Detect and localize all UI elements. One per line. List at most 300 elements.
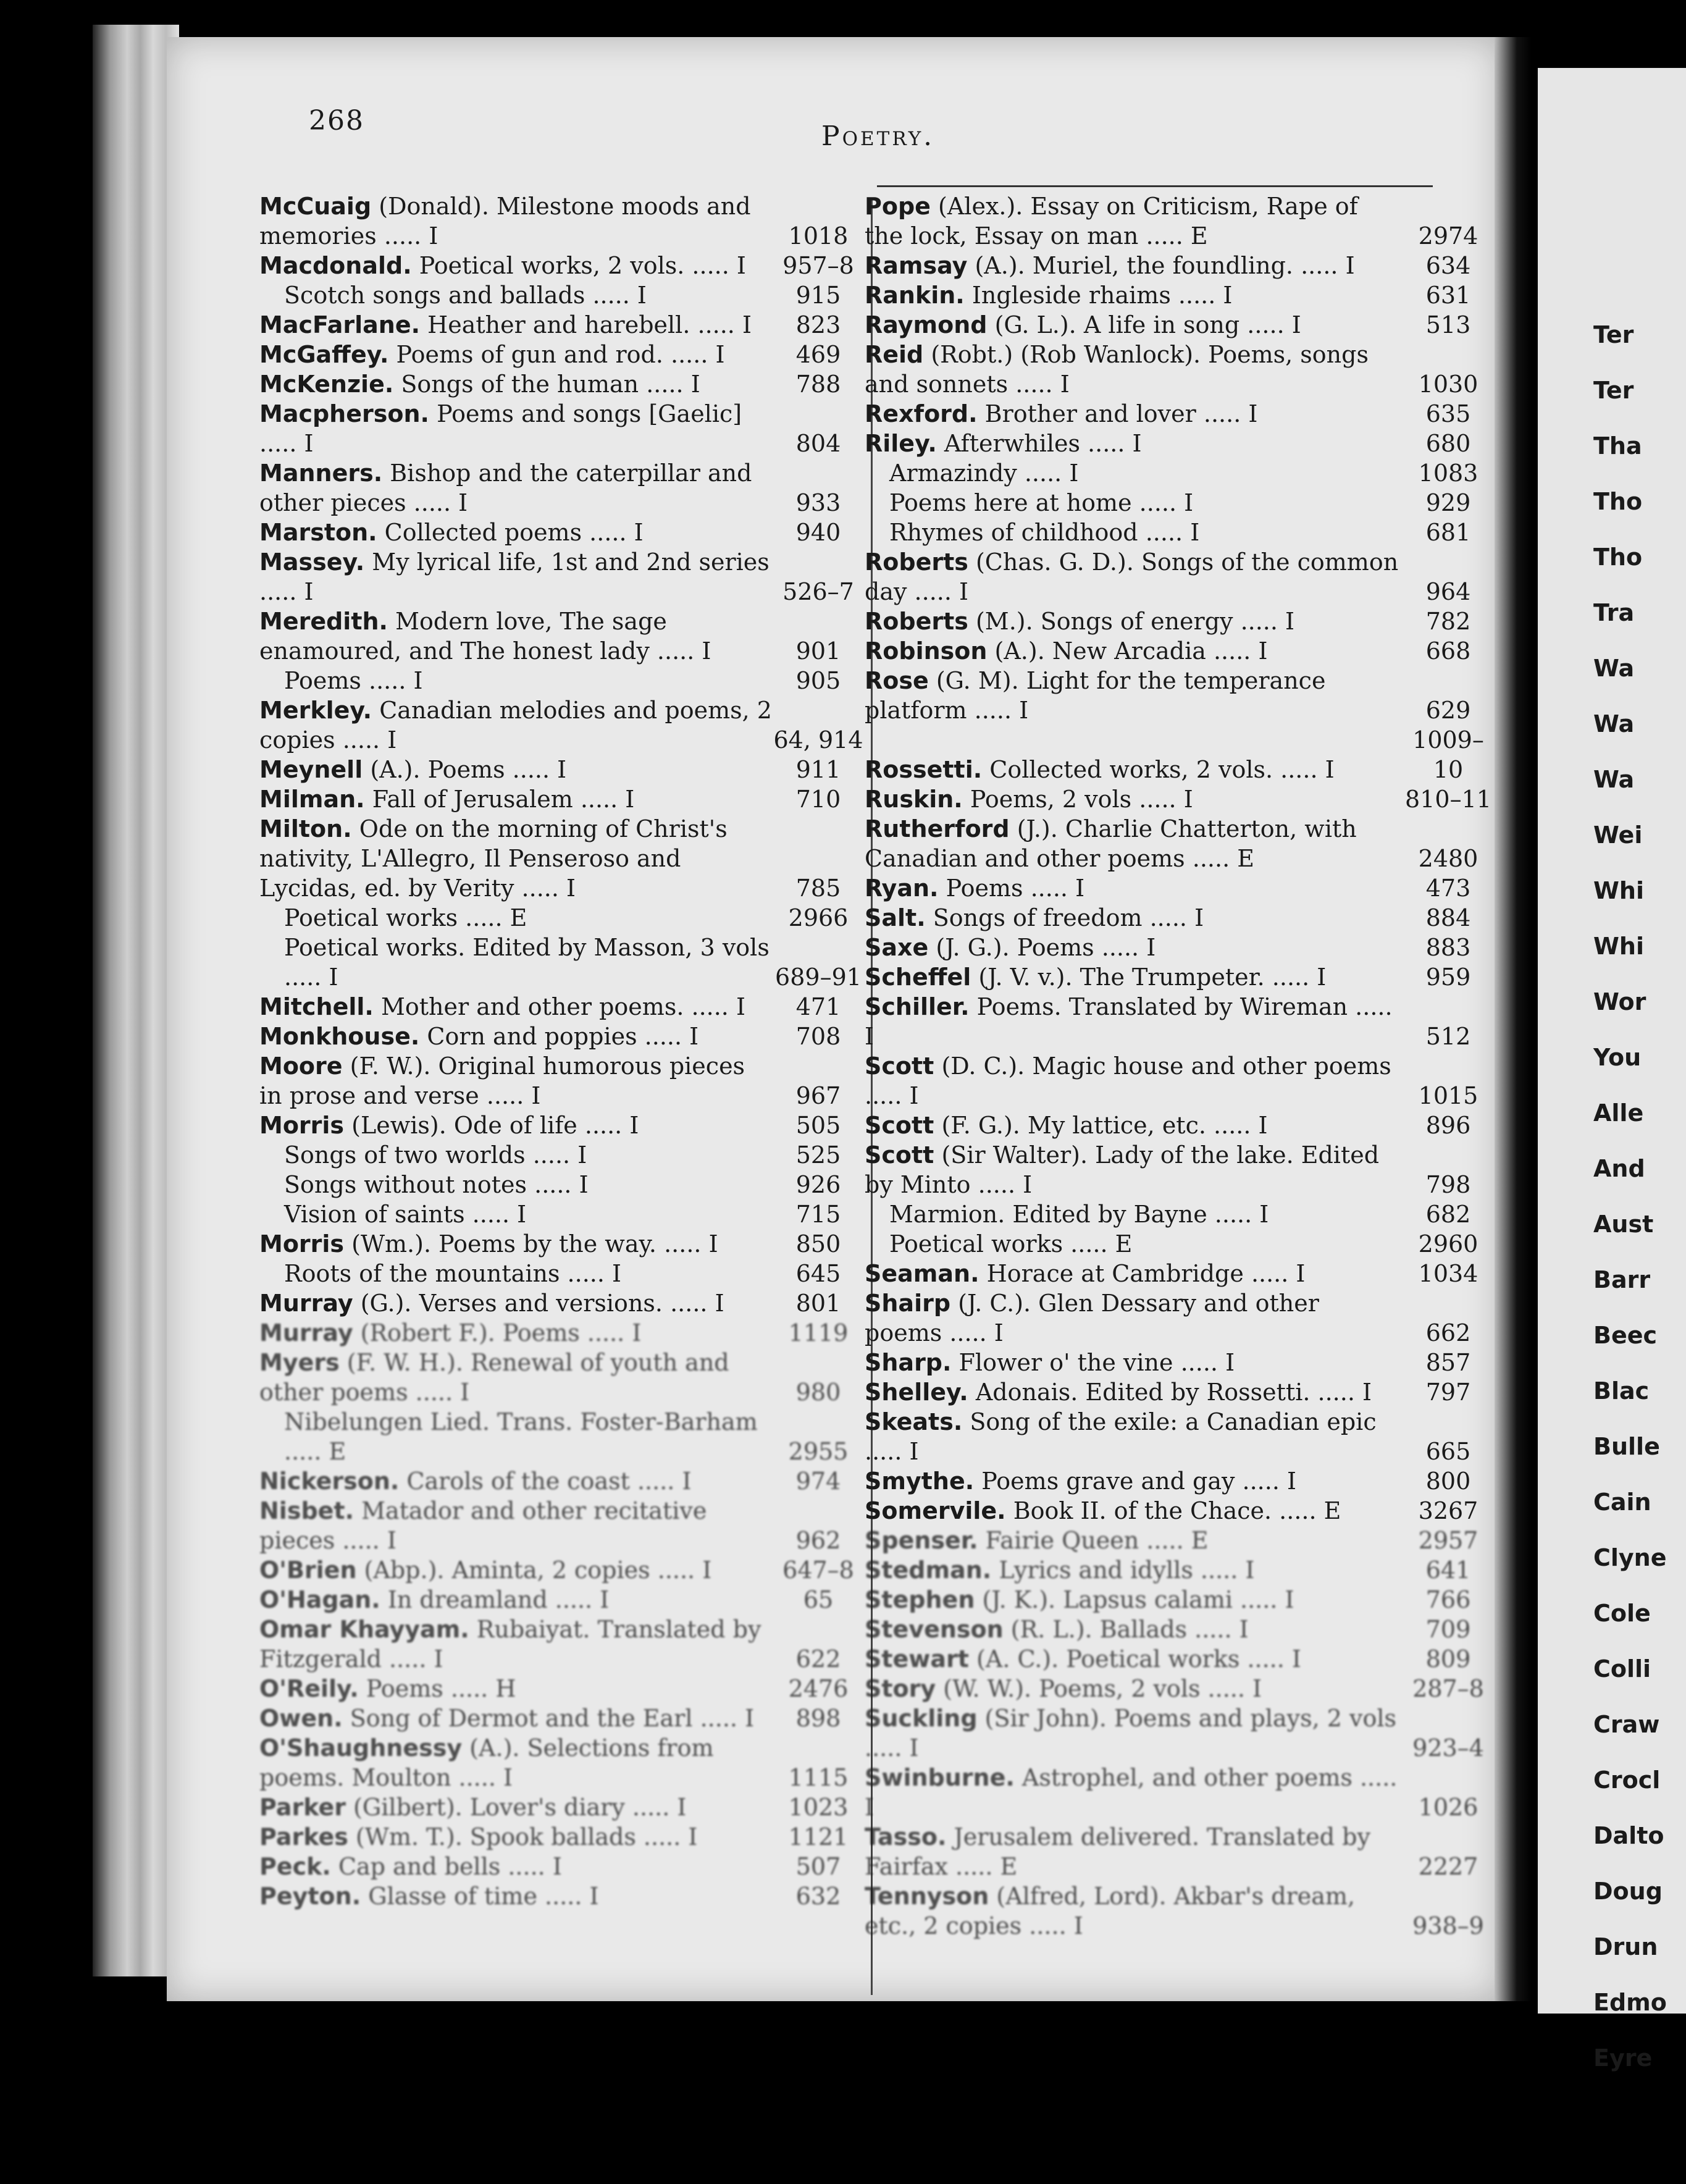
entry-class: I [677, 1794, 687, 1821]
entry-text: Songs of two worlds ..... I [284, 1141, 587, 1169]
entry-number: 2974 [1418, 222, 1478, 250]
entry-author: Shelley. [865, 1379, 968, 1406]
entry-number: 2955 [788, 1438, 849, 1465]
entry-class: I [745, 1705, 755, 1732]
entry-text: Spenser. Fairie Queen ..... E [865, 1527, 1209, 1554]
entry-text: Roberts (M.). Songs of energy ..... I [865, 608, 1295, 635]
catalog-entry [259, 1199, 865, 1229]
entry-class: I [1285, 608, 1295, 635]
entry-number: 766 [1425, 1586, 1471, 1613]
entry-number: 681 [1425, 519, 1471, 546]
entry-class: I [689, 1023, 699, 1050]
entry-title: (Sir Walter). Lady of the lake. Edited by Minto [865, 1141, 1380, 1198]
catalog-entry [259, 992, 865, 1022]
entry-text: Scott (F. G.). My lattice, etc. ..... I [865, 1112, 1268, 1139]
entry-class: I [1019, 697, 1029, 724]
catalog-entry [865, 903, 1495, 933]
catalog-entry [865, 814, 1495, 873]
entry-class: I [1190, 519, 1200, 546]
entry-text: Roots of the mountains ..... I [284, 1260, 622, 1287]
catalog-entry [259, 1615, 865, 1674]
entry-class: I [1223, 282, 1233, 309]
catalog-entry [865, 547, 1495, 607]
entry-author: Spenser. [865, 1527, 978, 1554]
entry-title: My lyrical life, 1st and 2nd series [372, 548, 770, 576]
entry-text: O'Reily. Poems ..... H [259, 1675, 516, 1702]
entry-text: Ramsay (A.). Muriel, the foundling. ..... I [865, 252, 1355, 279]
entry-author: Ramsay [865, 252, 968, 279]
entry-number: 884 [1425, 904, 1471, 931]
entry-class: I [1287, 1468, 1297, 1495]
entry-text: Shelley. Adonais. Edited by Rossetti. ..... I [865, 1379, 1372, 1406]
catalog-entry [865, 340, 1495, 399]
entry-number: 680 [1425, 430, 1471, 457]
entry-text: Moore (F. W.). Original humorous pieces in prose and verse ..... I [259, 1052, 745, 1109]
entry-title: Lyrics and idylls [999, 1556, 1193, 1584]
entry-text: O'Brien (Abp.). Aminta, 2 copies ..... I [259, 1556, 712, 1584]
entry-text: Tasso. Jerusalem delivered. Translated by Fairfax ..... E [865, 1823, 1370, 1880]
entry-class: E [1323, 1497, 1341, 1524]
entry-number: 2227 [1418, 1853, 1478, 1880]
entry-number: 1030 [1418, 371, 1478, 398]
entry-author: Marston. [259, 519, 377, 546]
entry-title: Modern love, The sage enamoured, and The honest lady [259, 608, 667, 665]
catalog-entry [259, 1822, 865, 1852]
entry-class: I [1245, 1556, 1255, 1584]
catalog-entry [865, 873, 1495, 903]
facing-page-word: Crocl [1593, 1766, 1661, 1794]
entry-author: Seaman. [865, 1260, 979, 1287]
catalog-entry [865, 488, 1495, 518]
entry-number: 938–9 [1412, 1912, 1484, 1939]
entry-class: I [1258, 1112, 1268, 1139]
catalog-entry [865, 962, 1495, 992]
entry-class: I [1183, 786, 1193, 813]
catalog-entry [259, 280, 865, 310]
entry-text: Stephen (J. K.). Lapsus calami ..... I [865, 1586, 1294, 1613]
entry-author: Saxe [865, 934, 929, 961]
catalog-entry [259, 695, 865, 755]
entry-text: MacFarlane. Heather and harebell. ..... I [259, 311, 752, 338]
entry-class: I [637, 282, 647, 309]
catalog-entry [865, 1229, 1495, 1259]
entry-number: 2480 [1418, 845, 1478, 872]
entry-text: Morris (Wm.). Poems by the way. ..... I [259, 1230, 718, 1258]
entry-author: Milton. [259, 815, 352, 842]
entry-title: (A. C.). Poetical works [976, 1645, 1240, 1673]
entry-author: Moore [259, 1052, 343, 1080]
entry-title: In dreamland [387, 1586, 548, 1613]
entry-author: Massey. [259, 548, 365, 576]
entry-author: Rexford. [865, 400, 978, 427]
entry-class: E [1190, 222, 1208, 250]
entry-text: Armazindy ..... I [889, 460, 1079, 487]
entry-number: 1015 [1418, 1082, 1478, 1109]
entry-title: Poems [946, 875, 1023, 902]
entry-number: 708 [795, 1023, 841, 1050]
entry-number: 905 [795, 667, 841, 694]
entry-title: Poems grave and gay [981, 1468, 1235, 1495]
facing-page-word: Whi [1593, 877, 1644, 904]
entry-title: (R. L.). Ballads [1010, 1616, 1188, 1643]
entry-class: E [1237, 845, 1254, 872]
entry-class: I [1184, 489, 1194, 516]
entry-title: Vision of saints [284, 1201, 465, 1228]
entry-title: Rubaiyat. Translated by Fitzgerald [259, 1616, 761, 1673]
entry-class: I [994, 1319, 1004, 1346]
entry-title: Collected poems [384, 519, 582, 546]
catalog-entry [865, 1140, 1495, 1199]
entry-title: (Alfred, Lord). Akbar's dream, etc., 2 copies [865, 1883, 1356, 1939]
entry-class: I [387, 1527, 396, 1554]
entry-title: Poems [366, 1675, 443, 1702]
entry-class: H [495, 1675, 516, 1702]
entry-title: (Abp.). Aminta, 2 copies [364, 1556, 650, 1584]
entry-text: Rose (G. M). Light for the temperance platform ..... I [865, 667, 1326, 724]
facing-page-word: Tho [1593, 488, 1643, 515]
entry-class: I [1073, 1912, 1083, 1939]
entry-text: Murray (Robert F.). Poems ..... I [259, 1319, 642, 1346]
entry-text: Rhymes of childhood ..... I [889, 519, 1200, 546]
entry-class: I [458, 489, 468, 516]
entry-author: Story [865, 1675, 936, 1702]
entry-author: Stewart [865, 1645, 969, 1673]
entry-number: 3267 [1418, 1497, 1478, 1524]
entry-text: Songs without notes ..... I [284, 1171, 589, 1198]
entry-number: 668 [1425, 637, 1471, 665]
entry-author: Nisbet. [259, 1497, 354, 1524]
entry-class: I [1291, 1645, 1301, 1673]
entry-class: I [625, 786, 635, 813]
entry-author: Peck. [259, 1853, 331, 1880]
entry-text: Macpherson. Poems and songs [Gaelic] ..... I [259, 400, 742, 457]
entry-class: I [1069, 460, 1079, 487]
entry-title: (G. M). Light for the temperance platform [865, 667, 1326, 724]
entry-class: I [702, 637, 711, 665]
catalog-entry [865, 1822, 1495, 1881]
entry-author: Merkley. [259, 697, 372, 724]
entry-number: 964 [1425, 578, 1471, 605]
running-head: Poetry. [821, 120, 935, 152]
entry-title: Poems, 2 vols [970, 786, 1132, 813]
facing-page-word: Edmo [1593, 1989, 1667, 2016]
entry-class: I [708, 1230, 718, 1258]
entry-author: Robinson [865, 637, 988, 665]
entry-title: (Wm.). Poems by the way. [351, 1230, 656, 1258]
facing-page-word: Ter [1593, 377, 1634, 404]
entry-number: 957–8 [782, 252, 854, 279]
entry-number: 896 [1425, 1112, 1471, 1139]
entry-text: Seaman. Horace at Cambridge ..... I [865, 1260, 1306, 1287]
entry-class: I [1258, 637, 1268, 665]
entry-text: Morris (Lewis). Ode of life ..... I [259, 1112, 639, 1139]
catalog-entry [865, 1615, 1495, 1644]
entry-text: Monkhouse. Corn and poppies ..... I [259, 1023, 699, 1050]
entry-number: 635 [1425, 400, 1471, 427]
catalog-entry [259, 1674, 865, 1703]
catalog-entry [865, 1259, 1495, 1288]
catalog-entry [865, 1674, 1495, 1703]
entry-author: Ruskin. [865, 786, 963, 813]
entry-number: 1023 [788, 1794, 849, 1821]
entry-text: Meynell (A.). Poems ..... I [259, 756, 567, 783]
catalog-entry [865, 1585, 1495, 1615]
entry-text: Vision of saints ..... I [284, 1201, 527, 1228]
entry-text: Shairp (J. C.). Glen Dessary and other poems ..... I [865, 1290, 1319, 1346]
entry-number: 788 [795, 371, 841, 398]
entry-author: Parkes [259, 1823, 348, 1850]
entry-text: Parker (Gilbert). Lover's diary ..... I [259, 1794, 687, 1821]
entry-author: Sharp. [865, 1349, 952, 1376]
entry-title: (A.). Muriel, the foundling. [975, 252, 1294, 279]
catalog-entry [259, 784, 865, 814]
entry-title: Poetical works [284, 904, 458, 931]
entry-number: 631 [1425, 282, 1471, 309]
entry-text: McKenzie. Songs of the human ..... I [259, 371, 700, 398]
entry-title: (Robert F.). Poems [360, 1319, 580, 1346]
entry-class: I [429, 222, 438, 250]
entry-author: Tennyson [865, 1883, 989, 1910]
entry-text: Scheffel (J. V. v.). The Trumpeter. ..... I [865, 964, 1327, 991]
entry-text: Peck. Cap and bells ..... I [259, 1853, 562, 1880]
catalog-entry [259, 933, 865, 992]
catalog-entry [259, 310, 865, 340]
catalog-entry [865, 518, 1495, 547]
entry-number: 801 [795, 1290, 841, 1317]
entry-title: (W. W.). Poems, 2 vols [943, 1675, 1201, 1702]
facing-page-word: Barr [1593, 1266, 1651, 1293]
entry-class: I [1362, 1379, 1372, 1406]
entry-number: 469 [795, 341, 841, 368]
entry-author: Riley. [865, 430, 937, 457]
entry-class: I [579, 1171, 589, 1198]
entry-number: 505 [795, 1112, 841, 1139]
entry-author: Myers [259, 1349, 340, 1376]
entry-title: (Robt.) (Rob Wanlock). Poems, songs and sonnets [865, 341, 1369, 398]
catalog-entry [865, 1348, 1495, 1377]
facing-page-word: Wa [1593, 710, 1635, 737]
entry-author: Roberts [865, 548, 968, 576]
entry-title: Songs without notes [284, 1171, 527, 1198]
entry-text: Parkes (Wm. T.). Spook ballads ..... I [259, 1823, 698, 1850]
catalog-entry [259, 1022, 865, 1051]
entry-title: Nibelungen Lied. Trans. Foster-Barham [284, 1408, 758, 1435]
entry-title: Poems here at home [889, 489, 1132, 516]
facing-page-word: Cole [1593, 1600, 1651, 1627]
entry-text: Nickerson. Carols of the coast ..... I [259, 1468, 692, 1495]
entry-title: (J. K.). Lapsus calami [982, 1586, 1233, 1613]
entry-author: Salt. [865, 904, 926, 931]
entry-class: I [632, 1319, 642, 1346]
entry-class: I [682, 1468, 692, 1495]
entry-title: Song of Dermot and the Earl [350, 1705, 693, 1732]
entry-author: Smythe. [865, 1468, 975, 1495]
entry-text: Salt. Songs of freedom ..... I [865, 904, 1204, 931]
entry-class: I [865, 1023, 874, 1050]
entry-text: Ryan. Poems ..... I [865, 875, 1085, 902]
entry-author: Murray [259, 1290, 353, 1317]
entry-text: Raymond (G. L.). A life in song ..... I [865, 311, 1301, 338]
entry-text: McGaffey. Poems of gun and rod. ..... I [259, 341, 725, 368]
entry-author: McGaffey. [259, 341, 389, 368]
entry-title: Rhymes of childhood [889, 519, 1138, 546]
entry-text: Rankin. Ingleside rhaims ..... I [865, 282, 1233, 309]
entry-number: 645 [795, 1260, 841, 1287]
entry-number: 940 [795, 519, 841, 546]
entry-author: Morris [259, 1230, 345, 1258]
entry-class: I [634, 519, 644, 546]
entry-author: Pope [865, 193, 931, 220]
entry-number: 850 [795, 1230, 841, 1258]
catalog-entry [865, 1526, 1495, 1555]
entry-title: (D. C.). Magic house and other poems [941, 1052, 1391, 1080]
entry-class: E [1115, 1230, 1133, 1258]
entry-number: 647–8 [782, 1556, 854, 1584]
entry-title: Adonais. Edited by Rossetti. [975, 1379, 1311, 1406]
entry-number: 911 [795, 756, 841, 783]
entry-title: (J. G.). Poems [936, 934, 1094, 961]
catalog-entry [259, 1140, 865, 1170]
entry-number: 2960 [1418, 1230, 1478, 1258]
entry-class: I [1296, 1260, 1306, 1287]
entry-text: Poems ..... I [284, 667, 423, 694]
entry-class: I [690, 371, 700, 398]
entry-class: I [460, 1379, 470, 1406]
catalog-entry [865, 666, 1495, 725]
entry-number: 823 [795, 311, 841, 338]
entry-title: (Wm. T.). Spook ballads [355, 1823, 636, 1850]
catalog-entry [865, 784, 1495, 814]
entry-class: E [1000, 1853, 1018, 1880]
entry-number: 901 [795, 637, 841, 665]
entry-author: Monkhouse. [259, 1023, 420, 1050]
entry-author: O'Shaughnessy [259, 1734, 463, 1762]
entry-author: Rankin. [865, 282, 965, 309]
entry-text: Riley. Afterwhiles ..... I [865, 430, 1142, 457]
entry-title: (J. V. v.). The Trumpeter. [978, 964, 1265, 991]
facing-page-word: Tra [1593, 599, 1635, 626]
entry-class: I [1132, 430, 1142, 457]
entry-class: I [566, 875, 576, 902]
facing-page-word: Bulle [1593, 1433, 1660, 1460]
entry-title: Afterwhiles [944, 430, 1080, 457]
entry-author: Rossetti. [865, 756, 983, 783]
entry-class: I [612, 1260, 622, 1287]
entry-author: Stevenson [865, 1616, 1004, 1643]
entry-author: Roberts [865, 608, 968, 635]
entry-number: 980 [795, 1379, 841, 1406]
entry-title: Bishop and the caterpillar and other pieces [259, 460, 752, 516]
entry-text: Poems here at home ..... I [889, 489, 1194, 516]
catalog-entry [865, 1407, 1495, 1466]
entry-number: 2966 [788, 904, 849, 931]
entry-title: Heather and harebell. [427, 311, 690, 338]
catalog-entry [259, 1407, 865, 1466]
entry-text: Poetical works ..... E [284, 904, 527, 931]
entry-number: 798 [1425, 1171, 1471, 1198]
entry-number: 1018 [788, 222, 849, 250]
catalog-entry [865, 251, 1495, 280]
entry-number: 1115 [788, 1764, 849, 1791]
entry-number: 473 [1425, 875, 1471, 902]
entry-title: Poems. Translated by Wireman [976, 993, 1348, 1020]
catalog-entry [865, 1644, 1495, 1674]
entry-number: 857 [1425, 1349, 1471, 1376]
entry-author: McCuaig [259, 193, 372, 220]
catalog-entry [865, 1763, 1495, 1822]
facing-page-word: Colli [1593, 1655, 1651, 1682]
catalog-entry [259, 251, 865, 280]
entry-number: 962 [795, 1527, 841, 1554]
entry-text: Robinson (A.). New Arcadia ..... I [865, 637, 1268, 665]
catalog-entry [865, 725, 1495, 784]
entry-class: I [413, 667, 423, 694]
catalog-entry [865, 191, 1495, 251]
facing-page-word: Wa [1593, 655, 1635, 682]
entry-title: Mother and other poems. [380, 993, 684, 1020]
entry-text: Sharp. Flower o' the vine ..... I [865, 1349, 1235, 1376]
entry-number: 933 [795, 489, 841, 516]
page-number: 268 [309, 105, 364, 136]
facing-page-word: Blac [1593, 1377, 1650, 1405]
entry-class: I [1239, 1616, 1249, 1643]
entry-number: 1083 [1418, 460, 1478, 487]
facing-page-word: Dalto [1593, 1822, 1664, 1849]
entry-title: (A.). Selections from poems. Moulton [259, 1734, 714, 1791]
entry-number: 507 [795, 1853, 841, 1880]
entry-text: Swinburne. Astrophel, and other poems ..... I [865, 1764, 1398, 1821]
catalog-entry [259, 903, 865, 933]
entry-class: I [629, 1112, 639, 1139]
entry-number: 471 [795, 993, 841, 1020]
entry-title: Poetical works, 2 vols. [419, 252, 685, 279]
entry-text: Schiller. Poems. Translated by Wireman ..... I [865, 993, 1393, 1050]
entry-class: I [387, 726, 397, 754]
entry-number: 2957 [1418, 1527, 1478, 1554]
entry-number: 1034 [1418, 1260, 1478, 1287]
entry-title: (G.). Verses and versions. [360, 1290, 663, 1317]
entry-text: Manners. Bishop and the caterpillar and other pieces ..... I [259, 460, 752, 516]
entry-title: Marmion. Edited by Bayne [889, 1201, 1207, 1228]
facing-page-word: You [1593, 1044, 1642, 1071]
catalog-entry [259, 518, 865, 547]
entry-text: Nisbet. Matador and other recitative pieces ..... I [259, 1497, 707, 1554]
entry-title: Poetical works [889, 1230, 1063, 1258]
entry-class: I [1291, 311, 1301, 338]
facing-page-word: Aust [1593, 1211, 1654, 1238]
entry-text: Scott (D. C.). Magic house and other poems ..... I [865, 1052, 1391, 1109]
entry-title: (G. L.). A life in song [994, 311, 1240, 338]
catalog-entry [865, 1288, 1495, 1348]
entry-title: Carols of the coast [406, 1468, 630, 1495]
facing-page-word: Whi [1593, 933, 1644, 960]
entry-text: Nibelungen Lied. Trans. Foster-Barham ..... E [284, 1408, 758, 1465]
entry-author: Reid [865, 341, 924, 368]
entry-title: (Chas. G. D.). Songs of the common day [865, 548, 1399, 605]
entry-title: (F. W.). Original humorous pieces in prose and verse [259, 1052, 745, 1109]
entry-text: Pope (Alex.). Essay on Criticism, Rape of the lock, Essay on man ..... E [865, 193, 1358, 250]
entry-number: 629 [1425, 697, 1471, 724]
entry-class: I [600, 1586, 610, 1613]
entry-text: Rossetti. Collected works, 2 vols. ..... I [865, 756, 1335, 783]
entry-number: 959 [1425, 964, 1471, 991]
entry-number: 804 [795, 430, 841, 457]
header-rule [877, 185, 1433, 187]
entry-title: Armazindy [889, 460, 1017, 487]
entry-author: Raymond [865, 311, 988, 338]
entry-class: I [909, 1082, 919, 1109]
entry-author: Meredith. [259, 608, 388, 635]
